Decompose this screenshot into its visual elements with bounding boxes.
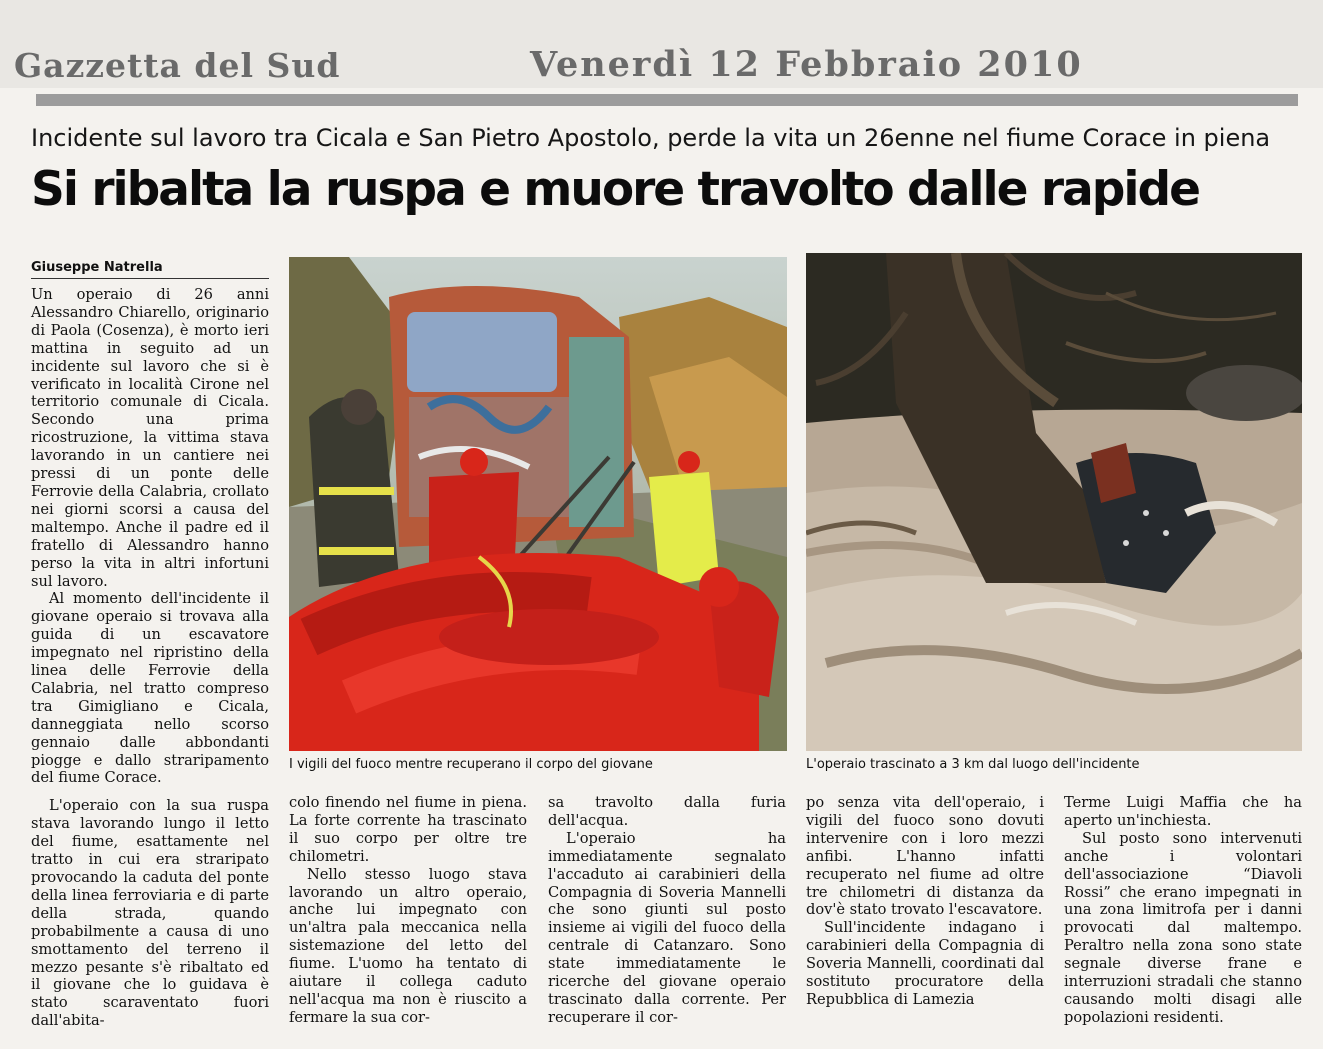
byline-rule [31, 278, 269, 279]
paragraph: Un operaio di 26 anni Alessandro Chiarello, originario di Paola (Cosenza), è morto ieri mattina in seguito ad un incidente sul lavoro che si è verificato in località Cirone nel territorio comunale di Cicala. Secondo una prima ricostruzione, la vittima stava lavorando in un cantiere nei pressi di un ponte delle Ferrovie della Calabria, crollato nei giorni scorsi a causa del maltempo. Anche il padre ed il fratello di Alessandro hanno perso la vita in altri infortuni sul lavoro. [31, 286, 269, 590]
paragraph: po senza vita dell'operaio, i vigili del fuoco sono dovuti intervenire con i loro mezzi anfibi. L'hanno infatti recuperato nel fiume ad oltre tre chilometri di distanza da dov'è stato trovato l'escavatore. [806, 794, 1044, 919]
masthead [0, 0, 1323, 88]
article-column-2 [289, 794, 527, 1027]
paragraph: Nello stesso luogo stava lavorando un altro operaio, anche lui impegnato con un'altra pala meccanica nella sistemazione del letto del fiume. L'uomo ha tentato di aiutare il collega caduto nell'acqua ma non è riuscito a fermare la sua cor- [289, 865, 527, 1026]
photo-caption-2: L'operaio trascinato a 3 km dal luogo dell'incidente [806, 757, 1140, 772]
article-column-1 [31, 286, 269, 1030]
paragraph: Sul posto sono intervenuti anche i volontari dell'associazione “Diavoli Rossi” che erano impegnati in una zona limitrofa per i danni provocati dal maltempo. Peraltro nella zona sono state segnale diverse frane e interruzioni stradali che stanno causando molti disagi alle popolazioni residenti. [1064, 829, 1302, 1026]
article-headline: Si ribalta la ruspa e muore travolto dalle rapide [31, 162, 1200, 217]
paragraph: L'operaio con la sua ruspa stava lavorando lungo il letto del fiume, esattamente nel tratto in cui era straripato provocando la caduta del ponte della linea ferroviaria e di parte della strada, quando probabilmente a causa di uno smottamento del terreno il mezzo pesante s'è ribaltato ed il giovane che lo guidava è stato scaraventato fuori dall'abita- [31, 797, 269, 1030]
issue-date: Venerdì 12 Febbraio 2010 [530, 44, 1083, 85]
paragraph: Terme Luigi Maffia che ha aperto un'inchiesta. [1064, 794, 1302, 829]
paragraph: L'operaio ha immediatamente segnalato l'accaduto ai carabinieri della Compagnia di Soveria Mannelli che sono giunti sul posto insieme ai vigili del fuoco della centrale di Catanzaro. Sono state immediatamente le ricerche del giovane operaio trascinato dalla corrente. Per recuperare il cor- [548, 829, 786, 1026]
header-rule [36, 94, 1298, 106]
article-column-5 [1064, 794, 1302, 1027]
article-kicker: Incidente sul lavoro tra Cicala e San Pietro Apostolo, perde la vita un 26enne nel fiume Corace in piena [31, 124, 1271, 152]
photo-firefighters-raft-image [289, 257, 787, 751]
photo-firefighters-raft [289, 257, 787, 751]
paragraph: Al momento dell'incidente il giovane operaio si trovava alla guida di un escavatore impegnato nel ripristino della linea delle Ferrovie della Calabria, nel tratto compreso tra Gimigliano e Cicala, danneggiata nello scorso gennaio dalle abbondanti piogge e dallo straripamento del fiume Corace. [31, 590, 269, 787]
paragraph: sa travolto dalla furia dell'acqua. [548, 794, 786, 829]
photo-river-rapids [806, 253, 1302, 751]
paragraph: colo finendo nel fiume in piena. La forte corrente ha trascinato il suo corpo per oltre tre chilometri. [289, 794, 527, 865]
newspaper-name: Gazzetta del Sud [14, 46, 341, 85]
article-column-4 [806, 794, 1044, 1009]
article-column-3 [548, 794, 786, 1027]
paragraph: Sull'incidente indagano i carabinieri della Compagnia di Soveria Mannelli, coordinati dal sostituto procuratore della Repubblica di Lamezia [806, 919, 1044, 1008]
photo-caption-1: I vigili del fuoco mentre recuperano il corpo del giovane [289, 757, 653, 772]
photo-river-rapids-image [806, 253, 1302, 751]
author-byline: Giuseppe Natrella [31, 260, 163, 275]
